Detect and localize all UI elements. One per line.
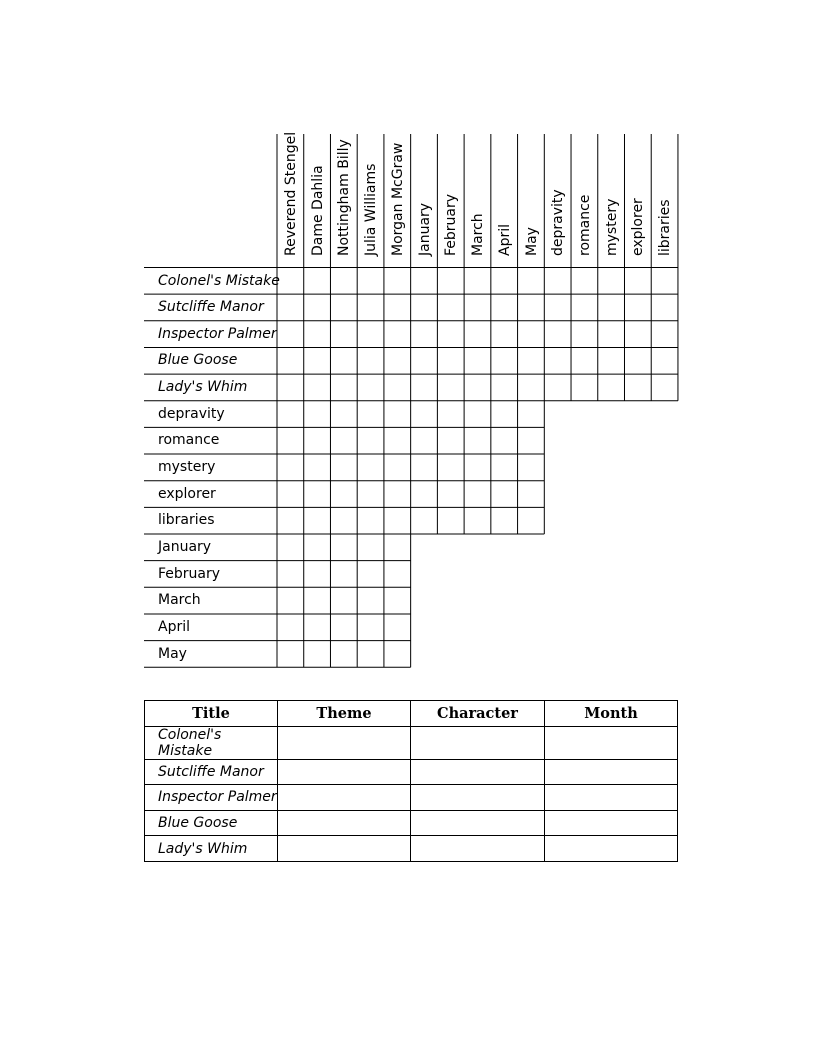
column-header-label: Reverend Stengel [283,131,299,256]
grid-cell[interactable] [518,374,545,401]
answer-row-title: Lady's Whim [145,836,278,862]
grid-cell[interactable] [437,427,464,454]
grid-cell[interactable] [304,321,331,348]
grid-cell[interactable] [464,374,491,401]
row-header-label: Sutcliffe Manor [158,299,264,316]
grid-cell[interactable] [437,481,464,508]
grid-cell[interactable] [304,427,331,454]
grid-cell[interactable] [544,294,571,321]
grid-cell[interactable] [384,294,411,321]
answer-row [145,726,678,759]
grid-cell[interactable] [544,321,571,348]
answer-theme-cell[interactable] [278,759,411,785]
grid-cell[interactable] [384,401,411,428]
column-header-label: mystery [603,198,620,256]
answer-row-title: Colonel's Mistake [145,726,278,759]
grid-cell[interactable] [491,481,518,508]
grid-cell[interactable] [437,507,464,534]
grid-cell[interactable] [330,561,357,588]
answer-character-cell[interactable] [411,810,545,836]
grid-cell[interactable] [330,294,357,321]
row-header-label: May [158,645,187,662]
grid-cell[interactable] [491,268,518,295]
grid-cell[interactable] [357,614,384,641]
grid-cell[interactable] [384,641,411,668]
grid-cell[interactable] [411,347,438,374]
grid-cell[interactable] [437,454,464,481]
grid-cell[interactable] [384,614,411,641]
header-character: Character [411,701,545,727]
grid-cell[interactable] [304,454,331,481]
grid-cell[interactable] [571,268,598,295]
grid-cell[interactable] [598,374,625,401]
grid-cell[interactable] [464,268,491,295]
row-header-label: explorer [158,485,216,502]
grid-cell[interactable] [277,614,304,641]
grid-cell[interactable] [384,427,411,454]
grid-cell[interactable] [384,454,411,481]
column-header-label: explorer [630,197,647,256]
answer-row [145,836,678,862]
grid-cell[interactable] [384,374,411,401]
grid-cell[interactable] [330,481,357,508]
grid-cell[interactable] [624,347,651,374]
answer-month-cell[interactable] [545,836,678,862]
grid-cell[interactable] [464,454,491,481]
grid-cell[interactable] [518,294,545,321]
grid-cell[interactable] [330,534,357,561]
column-header-label: Nottingham Billy [336,138,353,256]
grid-cell[interactable] [518,321,545,348]
answer-character-cell[interactable] [411,759,545,785]
header-title: Title [145,701,278,727]
grid-cell[interactable] [437,374,464,401]
grid-cell[interactable] [384,347,411,374]
grid-cell[interactable] [277,268,304,295]
grid-cell[interactable] [357,454,384,481]
grid-cell[interactable] [277,294,304,321]
column-header-label: April [496,223,513,256]
grid-cell[interactable] [357,347,384,374]
grid-cell[interactable] [518,268,545,295]
grid-cell[interactable] [304,587,331,614]
answer-theme-cell[interactable] [278,810,411,836]
grid-cell[interactable] [491,294,518,321]
answer-row-title: Blue Goose [145,810,278,836]
row-header-label: romance [158,432,220,449]
grid-cell[interactable] [491,374,518,401]
grid-cell[interactable] [357,534,384,561]
answer-character-cell[interactable] [411,785,545,811]
answer-month-cell[interactable] [545,810,678,836]
grid-cell[interactable] [464,481,491,508]
column-header-label: Morgan McGraw [389,142,406,256]
grid-cell[interactable] [491,321,518,348]
grid-cell[interactable] [491,507,518,534]
row-header-label: Inspector Palmer [158,325,277,342]
grid-cell[interactable] [411,427,438,454]
grid-cell[interactable] [357,321,384,348]
grid-cell[interactable] [624,294,651,321]
grid-cell[interactable] [598,347,625,374]
grid-cell[interactable] [651,294,678,321]
grid-cell[interactable] [330,321,357,348]
answer-character-cell[interactable] [411,836,545,862]
grid-cell[interactable] [411,507,438,534]
grid-cell[interactable] [357,427,384,454]
grid-cell[interactable] [357,294,384,321]
grid-cell[interactable] [384,507,411,534]
header-theme: Theme [278,701,411,727]
grid-cell[interactable] [518,507,545,534]
grid-cell[interactable] [357,268,384,295]
column-header-label: Dame Dahlia [309,164,326,256]
grid-cell[interactable] [304,401,331,428]
answer-row [145,785,678,811]
grid-cell[interactable] [357,587,384,614]
row-header-label: Colonel's Mistake [158,272,280,289]
column-header-label: March [470,212,487,256]
grid-cell[interactable] [330,401,357,428]
grid-cell[interactable] [544,374,571,401]
grid-cell[interactable] [651,374,678,401]
grid-cell[interactable] [304,614,331,641]
grid-cell[interactable] [598,294,625,321]
row-header-label: January [158,539,212,555]
row-header-label: mystery [158,459,216,476]
grid-cell[interactable] [571,374,598,401]
grid-cell[interactable] [491,454,518,481]
grid-cell[interactable] [437,347,464,374]
grid-cell[interactable] [277,481,304,508]
grid-cell[interactable] [277,561,304,588]
grid-cell[interactable] [277,587,304,614]
column-header-label: libraries [657,198,674,256]
grid-cell[interactable] [651,347,678,374]
column-header-label: May [523,226,540,256]
grid-cell[interactable] [304,534,331,561]
grid-cell[interactable] [518,347,545,374]
grid-cell[interactable] [464,294,491,321]
grid-cell[interactable] [464,321,491,348]
grid-cell[interactable] [491,427,518,454]
grid-cell[interactable] [437,321,464,348]
grid-cell[interactable] [330,347,357,374]
grid-cell[interactable] [384,561,411,588]
grid-cell[interactable] [357,507,384,534]
grid-cell[interactable] [411,294,438,321]
grid-cell[interactable] [464,507,491,534]
grid-cell[interactable] [571,347,598,374]
grid-cell[interactable] [464,401,491,428]
grid-cell[interactable] [277,321,304,348]
grid-cell[interactable] [518,481,545,508]
answer-month-cell[interactable] [545,726,678,759]
grid-cell[interactable] [330,507,357,534]
grid-cell[interactable] [304,268,331,295]
grid-cell[interactable] [384,268,411,295]
column-header-label: romance [577,194,594,256]
answer-theme-cell[interactable] [278,726,411,759]
row-header-label: February [158,565,221,582]
grid-cell[interactable] [624,374,651,401]
grid-cell[interactable] [544,268,571,295]
grid-cell[interactable] [384,534,411,561]
grid-cell[interactable] [437,268,464,295]
grid-cell[interactable] [598,268,625,295]
answer-month-cell[interactable] [545,785,678,811]
grid-cell[interactable] [304,641,331,668]
header-month: Month [545,701,678,727]
row-header-label: April [158,618,190,635]
grid-cell[interactable] [518,454,545,481]
grid-cell[interactable] [330,374,357,401]
answer-header-row [145,701,678,727]
grid-cell[interactable] [464,347,491,374]
grid-cell[interactable] [357,374,384,401]
row-header-label: Lady's Whim [158,379,248,396]
column-header-label: Julia Williams [363,163,380,256]
grid-cell[interactable] [277,454,304,481]
grid-cell[interactable] [651,321,678,348]
grid-cell[interactable] [411,454,438,481]
row-header-label: libraries [158,512,215,529]
row-header-label: Blue Goose [158,352,238,369]
grid-cell[interactable] [544,347,571,374]
grid-cell[interactable] [437,294,464,321]
answer-row-title: Inspector Palmer [145,785,278,811]
grid-cell[interactable] [277,641,304,668]
grid-cell[interactable] [411,374,438,401]
grid-cell[interactable] [384,321,411,348]
row-header-label: depravity [158,405,225,422]
grid-cell[interactable] [357,401,384,428]
grid-cell[interactable] [491,401,518,428]
answer-row [145,759,678,785]
grid-cell[interactable] [330,427,357,454]
grid-cell[interactable] [330,641,357,668]
grid-cell[interactable] [411,401,438,428]
grid-cell[interactable] [277,347,304,374]
grid-cell[interactable] [518,401,545,428]
answer-row-title: Sutcliffe Manor [145,759,278,785]
grid-cell[interactable] [357,481,384,508]
grid-cell[interactable] [277,427,304,454]
grid-cell[interactable] [330,587,357,614]
grid-cell[interactable] [277,534,304,561]
grid-cell[interactable] [304,347,331,374]
answer-row [145,810,678,836]
grid-cell[interactable] [277,507,304,534]
answer-theme-cell[interactable] [278,836,411,862]
grid-cell[interactable] [330,454,357,481]
grid-cell[interactable] [624,321,651,348]
grid-cell[interactable] [651,268,678,295]
grid-cell[interactable] [518,427,545,454]
grid-cell[interactable] [304,561,331,588]
answer-theme-cell[interactable] [278,785,411,811]
grid-cell[interactable] [277,401,304,428]
grid-cell[interactable] [437,401,464,428]
grid-cell[interactable] [330,614,357,641]
grid-cell[interactable] [384,587,411,614]
grid-cell[interactable] [491,347,518,374]
grid-cell[interactable] [304,374,331,401]
grid-cell[interactable] [571,321,598,348]
grid-cell[interactable] [571,294,598,321]
grid-cell[interactable] [411,481,438,508]
grid-cell[interactable] [304,481,331,508]
row-header-label: March [158,592,201,609]
grid-cell[interactable] [384,481,411,508]
answer-table [144,700,678,862]
grid-cell[interactable] [304,294,331,321]
column-header-label: January [416,202,433,256]
grid-cell[interactable] [411,268,438,295]
grid-cell[interactable] [304,507,331,534]
grid-cell[interactable] [357,641,384,668]
grid-cell[interactable] [464,427,491,454]
answer-month-cell[interactable] [545,759,678,785]
grid-cell[interactable] [411,321,438,348]
grid-cell[interactable] [330,268,357,295]
answer-character-cell[interactable] [411,726,545,759]
grid-cell[interactable] [277,374,304,401]
grid-cell[interactable] [357,561,384,588]
column-header-label: February [443,193,460,256]
grid-cell[interactable] [624,268,651,295]
grid-cell[interactable] [598,321,625,348]
column-header-label: depravity [550,188,567,256]
